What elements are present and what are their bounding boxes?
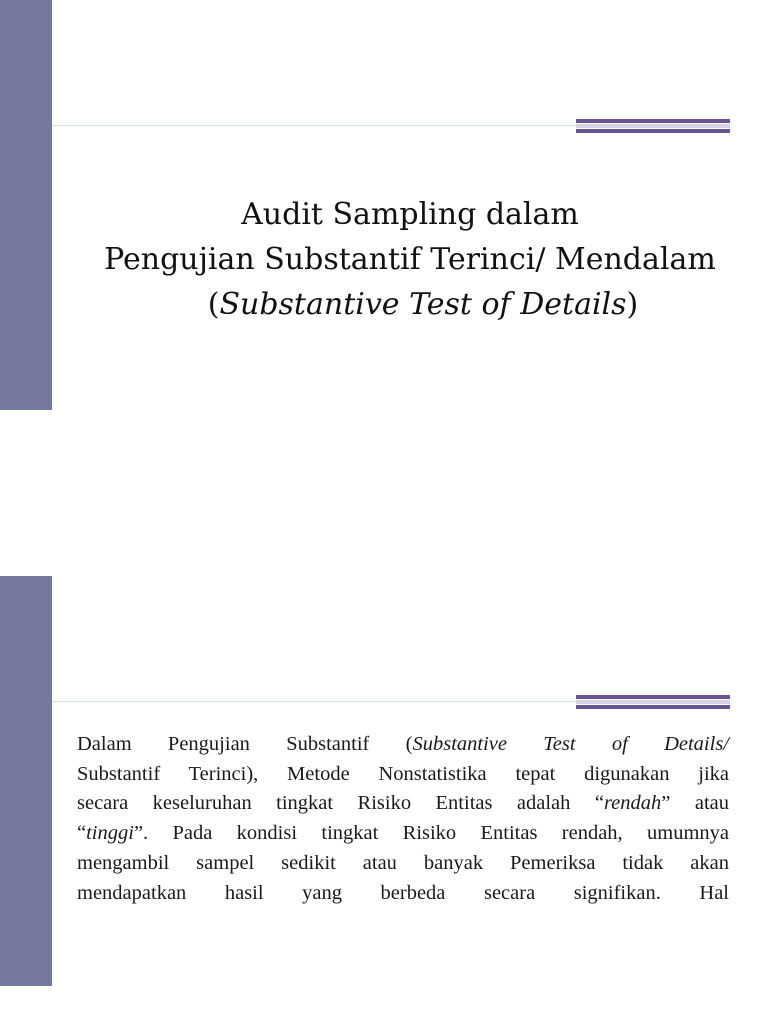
slide-1 (0, 0, 768, 410)
slide-2-sidebar (0, 576, 52, 986)
paragraph-line-5: mengambil sampel sedikit atau banyak Pemeriksa tidak akan (77, 851, 729, 874)
paragraph-line-4 (77, 819, 729, 849)
title-italic-phrase: Substantive Test of Details (219, 287, 627, 322)
paragraph-italic: rendah (603, 792, 662, 815)
paragraph-text: “ (77, 822, 87, 845)
paragraph-text: Dalam Pengujian Substantif ( (77, 733, 413, 755)
scanned-paragraph (77, 730, 729, 908)
paragraph-text: secara keseluruhan tingkat Risiko Entitas adalah “ (77, 792, 604, 815)
paragraph-line-6: mendapatkan hasil yang berbeda secara signifikan. Hal (77, 881, 729, 904)
paragraph-line-3 (77, 789, 729, 819)
scanned-paragraph-image (65, 722, 733, 908)
title-paren-open: ( (207, 287, 220, 322)
title-line-2: Pengujian Substantif Terinci/ Mendalam (104, 242, 716, 277)
paragraph-line-1 (77, 730, 729, 760)
title-line-1: Audit Sampling dalam (241, 197, 579, 232)
title-line-3 (52, 282, 768, 327)
paragraph-text: ”. Pada kondisi tingkat Risiko Entitas rendah, umumnya (133, 822, 729, 845)
slide-2-horizontal-rule (52, 701, 575, 702)
slide-1-rule-tick (34, 124, 52, 126)
slide-1-accent-bars (576, 119, 730, 133)
title-paren-close: ) (626, 287, 639, 322)
slide-1-sidebar (0, 0, 52, 410)
paragraph-italic: tinggi (86, 822, 134, 845)
paragraph-line-2: Substantif Terinci), Metode Nonstatistika tepat digunakan jika (77, 762, 729, 785)
paragraph-text: ” atau (661, 792, 729, 815)
slide-2-accent-bars (576, 695, 730, 709)
slide-2-rule-tick (34, 700, 52, 702)
paragraph-italic: Substantive Test of Details/ (412, 733, 729, 755)
slide-1-title (52, 192, 768, 327)
slide-1-horizontal-rule (52, 125, 575, 126)
